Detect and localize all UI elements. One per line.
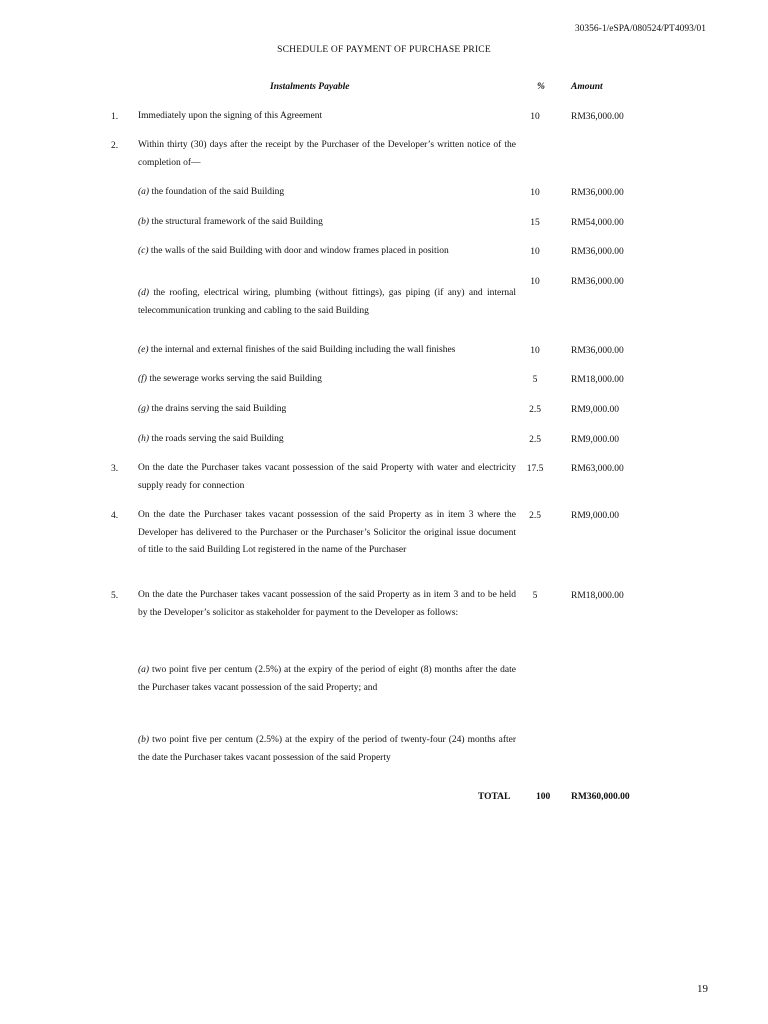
sub-item	[138, 371, 516, 389]
sub-item	[138, 184, 516, 202]
sub-item	[138, 662, 516, 697]
item-percent: 10	[530, 112, 540, 122]
sub-item-text: the sewerage works serving the said Building	[149, 374, 322, 384]
item-amount: RM9,000.00	[571, 511, 620, 521]
sub-item-text: two point five per centum (2.5%) at the expiry of the period of eight (8) months after the date the Purchaser takes vacant possession of the said Property; and	[138, 665, 516, 693]
item-description: On the date the Purchaser takes vacant possession of the said Property as in item 3 where the Developer has delivered to the Purchaser or the Purchaser’s Solicitor the original issue document of title to the said Building Lot registered in the name of the Purchaser	[138, 510, 516, 555]
total-percent: 100	[536, 792, 551, 802]
page-title: SCHEDULE OF PAYMENT OF PURCHASE PRICE	[277, 45, 491, 55]
item-number: 2.	[111, 141, 119, 151]
header-percent: %	[537, 82, 545, 92]
item-amount: RM9,000.00	[571, 435, 620, 445]
sub-item-text: the walls of the said Building with door and window frames placed in position	[150, 246, 449, 256]
sub-item-text: the roads serving the said Building	[151, 434, 284, 444]
item-amount: RM36,000.00	[571, 277, 624, 287]
item-amount: RM18,000.00	[571, 591, 624, 601]
header-instalments: Instalments Payable	[270, 82, 350, 92]
item-description: On the date the Purchaser takes vacant possession of the said Property as in item 3 and to be held by the Developer’s solicitor as stakeholder for payment to the Developer as follows:	[138, 590, 516, 618]
sub-item	[138, 431, 516, 449]
sub-item-text: the roofing, electrical wiring, plumbing (without fittings), gas piping (if any) and internal telecommunication trunking and cabling to the said Building	[138, 288, 516, 316]
sub-item-text: the drains serving the said Building	[151, 404, 287, 414]
sub-item	[138, 285, 516, 320]
item-amount: RM18,000.00	[571, 375, 624, 385]
item-percent: 2.5	[529, 435, 541, 445]
item-amount: RM63,000.00	[571, 464, 624, 474]
sub-item-label: (b)	[138, 217, 150, 227]
sub-item-text: the structural framework of the said Building	[151, 217, 323, 227]
item-percent: 10	[530, 247, 540, 257]
sub-item-text: two point five per centum (2.5%) at the expiry of the period of twenty-four (24) months after the date the Purchaser takes vacant possession of the said Property	[138, 735, 516, 763]
item-number: 5.	[111, 591, 119, 601]
sub-item-text: the internal and external finishes of the said Building including the wall finishes	[150, 345, 456, 355]
item-percent: 10	[530, 188, 540, 198]
item-amount: RM36,000.00	[571, 112, 624, 122]
item-percent: 15	[530, 218, 540, 228]
sub-item	[138, 732, 516, 767]
sub-item-label: (a)	[138, 187, 150, 197]
item-description: Within thirty (30) days after the receipt by the Purchaser of the Developer’s written notice of the completion of—	[138, 140, 516, 168]
sub-item-label: (g)	[138, 404, 150, 414]
item-amount: RM36,000.00	[571, 188, 624, 198]
sub-item	[138, 243, 516, 261]
item-amount: RM36,000.00	[571, 247, 624, 257]
total-label: TOTAL	[478, 792, 511, 802]
item-percent: 5	[532, 375, 538, 385]
sub-item-label: (f)	[138, 374, 147, 384]
sub-item-label: (e)	[138, 345, 149, 355]
page-number: 19	[697, 983, 708, 995]
item-amount: RM9,000.00	[571, 405, 620, 415]
item-description: Immediately upon the signing of this Agreement	[138, 111, 323, 121]
header-amount: Amount	[571, 82, 603, 92]
item-amount: RM36,000.00	[571, 346, 624, 356]
sub-item	[138, 342, 516, 360]
sub-item-text: the foundation of the said Building	[151, 187, 285, 197]
document-reference: 30356-1/eSPA/080524/PT4093/01	[574, 24, 706, 34]
sub-item-label: (c)	[138, 246, 149, 256]
sub-item-label: (b)	[138, 735, 150, 745]
item-description: On the date the Purchaser takes vacant possession of the said Property with water and electricity supply ready for connection	[138, 463, 516, 491]
item-percent: 2.5	[529, 511, 541, 521]
item-number: 3.	[111, 464, 119, 474]
item-percent: 10	[530, 346, 540, 356]
item-percent: 2.5	[529, 405, 541, 415]
item-percent: 5	[532, 591, 538, 601]
item-percent: 17.5	[526, 464, 544, 474]
item-amount: RM54,000.00	[571, 218, 624, 228]
item-percent: 10	[530, 277, 540, 287]
sub-item-label: (a)	[138, 665, 150, 675]
item-number: 4.	[111, 511, 119, 521]
sub-item	[138, 214, 516, 232]
item-number: 1.	[111, 112, 119, 122]
sub-item	[138, 401, 516, 419]
total-amount: RM360,000.00	[571, 792, 630, 802]
sub-item-label: (h)	[138, 434, 150, 444]
sub-item-label: (d)	[138, 288, 150, 298]
